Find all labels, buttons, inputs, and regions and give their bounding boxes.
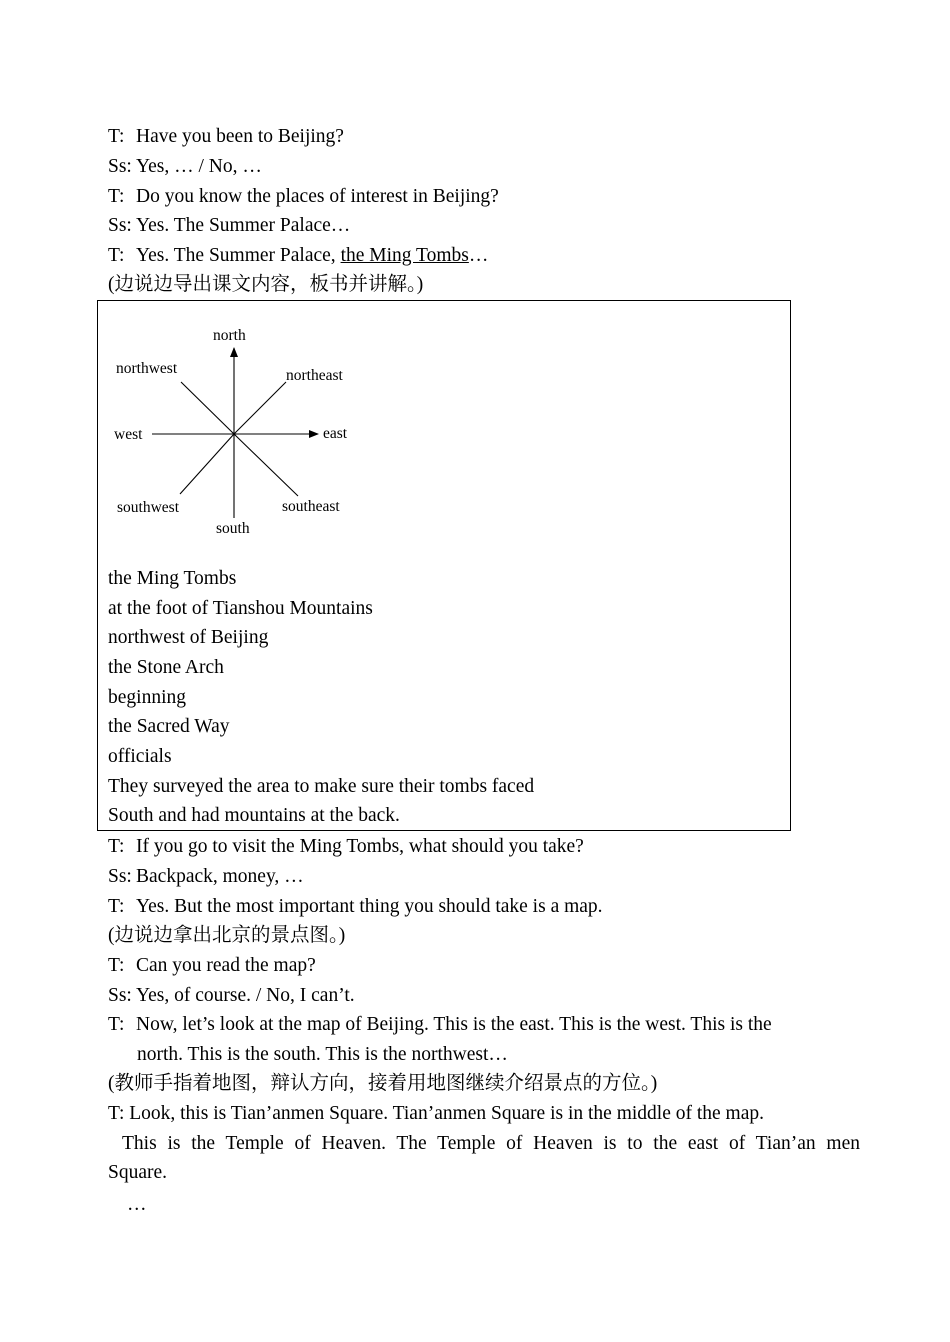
dialogue-text: Can you read the map?: [136, 955, 316, 976]
dialogue-text: Yes, of course. / No, I can’t.: [136, 985, 355, 1006]
northeast-label: northeast: [286, 367, 343, 384]
dialogue-line: [108, 984, 355, 1008]
dialogue-text: If you go to visit the Ming Tombs, what should you take?: [136, 836, 584, 857]
speaker-label: T:: [108, 126, 125, 147]
northwest-label: northwest: [116, 360, 178, 377]
dialogue-text: …: [468, 245, 489, 266]
dialogue-line: [108, 895, 603, 919]
east-label: east: [323, 425, 348, 442]
dialogue-continuation: This is the Temple of Heaven. The Temple of Heaven is to the east of Tian’an men: [122, 1133, 860, 1154]
dialogue-text: Have you been to Beijing?: [136, 126, 344, 147]
board-item: the Ming Tombs: [108, 568, 237, 589]
ellipsis: …: [127, 1194, 147, 1215]
board-item: South and had mountains at the back.: [108, 805, 400, 826]
southwest-label: southwest: [117, 499, 179, 516]
dialogue-line: T: Look, this is Tian’anmen Square. Tian’anmen Square is in the middle of the map.: [108, 1103, 765, 1124]
board-item: at the foot of Tianshou Mountains: [108, 598, 373, 619]
board-item: officials: [108, 746, 172, 767]
dialogue-continuation: Square.: [108, 1162, 168, 1183]
southeast-label: southeast: [282, 498, 340, 515]
dialogue-line: [108, 954, 316, 978]
board-item: the Sacred Way: [108, 716, 230, 737]
speaker-label: Ss:: [108, 985, 132, 1006]
dialogue-text: Yes. But the most important thing you should take is a map.: [136, 896, 603, 917]
dialogue-line: [108, 1013, 772, 1037]
southwest-line: [180, 434, 234, 494]
dialogue-continuation: north. This is the south. This is the northwest…: [137, 1044, 508, 1065]
dialogue-line: [108, 214, 350, 238]
teacher-note: (教师手指着地图，辩认方向，接着用地图继续介绍景点的方位。): [108, 1073, 658, 1094]
teacher-note: (边说边拿出北京的景点图。): [108, 925, 346, 946]
speaker-label: Ss:: [108, 215, 132, 236]
dialogue-text: Now, let’s look at the map of Beijing. This is the east. This is the west. This is the: [136, 1014, 772, 1035]
board-item: beginning: [108, 687, 186, 708]
board-item: northwest of Beijing: [108, 627, 269, 648]
underlined-term: the Ming Tombs: [340, 245, 469, 266]
northwest-line: [181, 382, 234, 434]
southeast-line: [234, 434, 298, 496]
north-label: north: [213, 327, 246, 344]
speaker-label: T:: [108, 1014, 125, 1035]
south-label: south: [216, 520, 250, 537]
dialogue-text: Yes, … / No, …: [136, 156, 262, 177]
dialogue-text: Backpack, money, …: [136, 866, 304, 887]
speaker-label: T:: [108, 186, 125, 207]
speaker-label: T:: [108, 955, 125, 976]
board-item: the Stone Arch: [108, 657, 224, 678]
board-item: They surveyed the area to make sure their tombs faced: [108, 776, 535, 797]
dialogue-line: [108, 835, 584, 859]
speaker-label: Ss:: [108, 156, 132, 177]
speaker-label: Ss:: [108, 866, 132, 887]
dialogue-text: Do you know the places of interest in Beijing?: [136, 186, 499, 207]
dialogue-line: [108, 125, 344, 149]
speaker-label: T:: [108, 896, 125, 917]
west-label: west: [114, 426, 143, 443]
dialogue-line: [108, 185, 499, 209]
dialogue-line: [108, 155, 262, 179]
speaker-label: T:: [108, 836, 125, 857]
speaker-label: T:: [108, 245, 125, 266]
dialogue-text: Yes. The Summer Palace,: [136, 245, 341, 266]
northeast-line: [234, 382, 286, 434]
dialogue-text: Yes. The Summer Palace…: [136, 215, 351, 236]
dialogue-line: [108, 244, 488, 268]
compass-diagram: [108, 318, 368, 543]
teacher-note: (边说边导出课文内容，板书并讲解。): [108, 274, 424, 295]
dialogue-line: [108, 865, 304, 889]
